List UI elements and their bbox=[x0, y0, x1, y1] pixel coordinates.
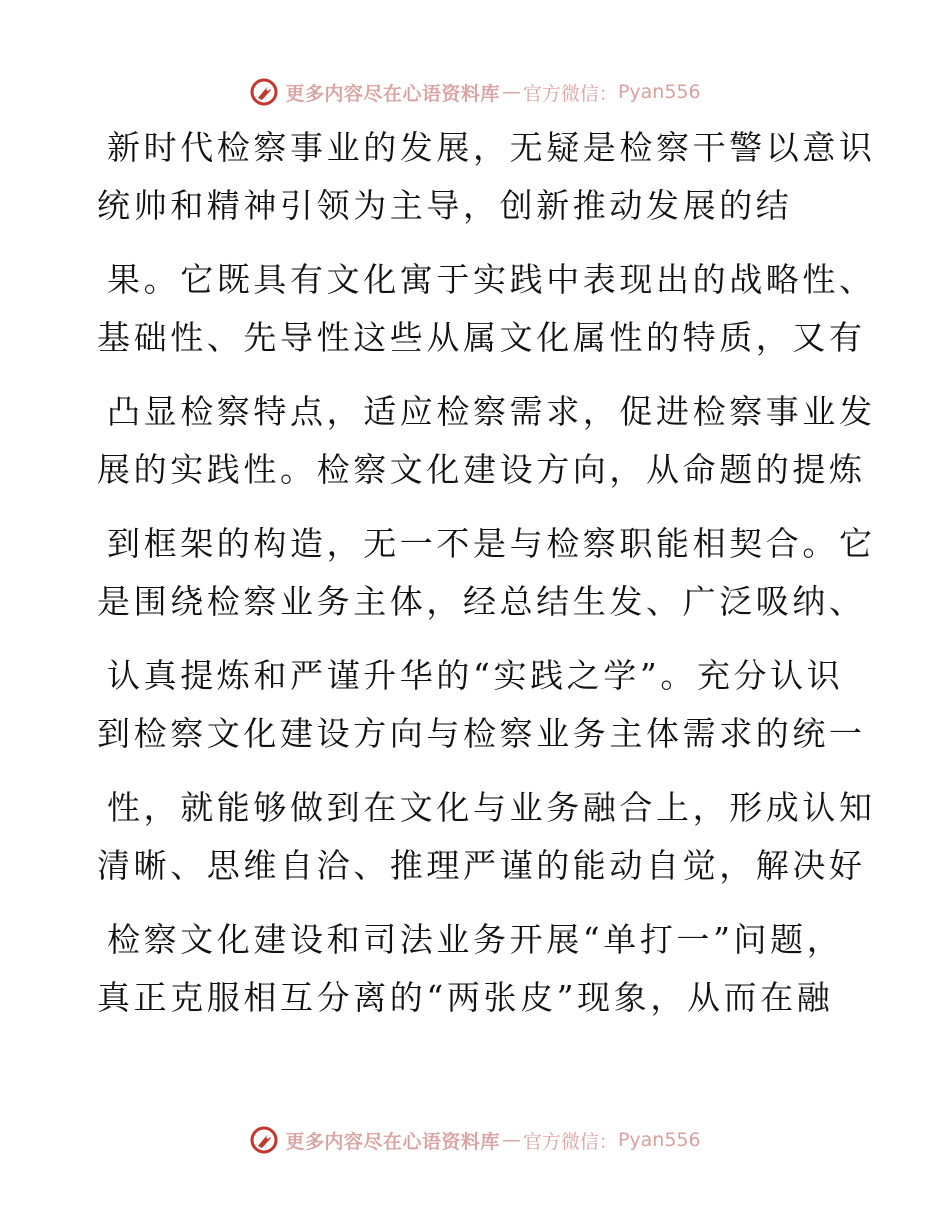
watermark-dash: — bbox=[501, 81, 521, 103]
footer-watermark bbox=[0, 1120, 950, 1160]
watermark-wechat-id: Pyan556 bbox=[617, 1129, 701, 1151]
watermark-wechat-label: 官方微信： bbox=[522, 1130, 618, 1153]
text-line-5: 凸显检察特点，适应检察需求，促进检察事业发 bbox=[107, 392, 876, 431]
watermark-site-name: 更多内容尽在心语资料库 bbox=[285, 82, 500, 105]
text-line-12: 清晰、思维自洽、推理严谨的能动自觉，解决好 bbox=[97, 846, 866, 885]
text-line-13: 检察文化建设和司法业务开展“单打一”问题， bbox=[107, 920, 844, 959]
watermark-dash: — bbox=[501, 1129, 521, 1151]
text-line-10: 到检察文化建设方向与检察业务主体需求的统一 bbox=[97, 714, 866, 753]
text-line-6: 展的实践性。检察文化建设方向，从命题的提炼 bbox=[97, 450, 866, 489]
text-line-4: 基础性、先导性这些从属文化属性的特质，又有 bbox=[97, 318, 866, 357]
pen-nib-logo-icon bbox=[249, 77, 279, 107]
watermark-site-name: 更多内容尽在心语资料库 bbox=[285, 1130, 500, 1153]
text-line-11: 性，就能够做到在文化与业务融合上，形成认知 bbox=[107, 788, 876, 827]
pen-nib-logo-icon bbox=[249, 1125, 279, 1155]
text-line-14: 真正克服相互分离的“两张皮”现象，从而在融 bbox=[97, 978, 834, 1017]
text-line-8: 是围绕检察业务主体，经总结生发、广泛吸纳、 bbox=[97, 582, 866, 621]
text-line-9: 认真提炼和严谨升华的“实践之学”。充分认识 bbox=[107, 656, 844, 695]
text-line-1: 新时代检察事业的发展，无疑是检察干警以意识 bbox=[107, 128, 876, 167]
text-line-7: 到框架的构造，无一不是与检察职能相契合。它 bbox=[107, 524, 876, 563]
text-line-2: 统帅和精神引领为主导，创新推动发展的结 bbox=[97, 186, 793, 225]
header-watermark bbox=[0, 72, 950, 112]
text-line-3: 果。它既具有文化寓于实践中表现出的战略性、 bbox=[107, 260, 876, 299]
watermark-wechat-id: Pyan556 bbox=[617, 81, 701, 103]
watermark-wechat-label: 官方微信： bbox=[522, 82, 618, 105]
